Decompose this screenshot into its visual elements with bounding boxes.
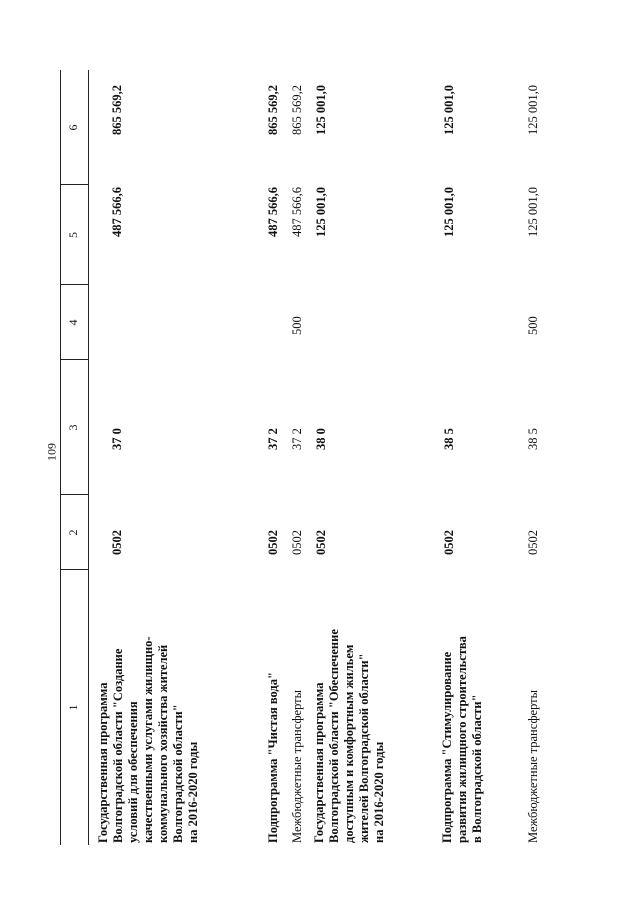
table-row-name: Межбюджетные трансферты — [290, 689, 304, 843]
header-top-line — [60, 70, 61, 845]
page-number-text: 109 — [44, 443, 59, 461]
row-name-line: на 2016-2020 годы — [372, 741, 386, 843]
row-target-code: 37 0 — [110, 428, 124, 450]
row-amount-6: 865 569,2 — [266, 85, 280, 135]
row-amount-6: 865 569,2 — [110, 85, 124, 135]
row-name-line: на 2016-2020 годы — [186, 741, 200, 843]
row-section-code: 0502 — [290, 530, 304, 555]
header-col-6: 6 — [66, 124, 80, 131]
header-col-5: 5 — [66, 232, 80, 238]
row-target-code: 38 5 — [526, 428, 540, 450]
row-amount-6: 865 569,2 — [290, 85, 304, 135]
row-amount-5: 125 001,0 — [442, 187, 456, 237]
row-amount-6: 125 001,0 — [442, 85, 456, 135]
row-expense-type: 500 — [290, 316, 304, 335]
row-amount-6: 125 001,0 — [526, 85, 540, 135]
row-name-line: Подпрограмма "Стимулирование — [440, 651, 454, 843]
table-row-name: Подпрограмма "Чистая вода" — [266, 672, 280, 843]
row-name-line: Государственная программа — [312, 682, 326, 843]
header-col-1: 1 — [66, 704, 80, 711]
row-amount-5: 125 001,0 — [526, 187, 540, 237]
row-amount-5: 487 566,6 — [290, 187, 304, 237]
header-col-2: 2 — [66, 529, 80, 536]
row-section-code: 0502 — [110, 530, 124, 555]
table-row-name — [96, 636, 201, 843]
row-name-line: Государственная программа — [96, 682, 110, 843]
row-expense-type: 500 — [526, 316, 540, 335]
row-target-code: 38 5 — [442, 428, 456, 450]
row-section-code: 0502 — [314, 530, 328, 555]
row-section-code: 0502 — [266, 530, 280, 555]
row-name-line: коммунального хозяйства жителей — [156, 644, 170, 843]
row-name-line: жителей Волгоградской области" — [357, 653, 371, 843]
header-bottom-line — [88, 70, 89, 845]
row-name-line: Волгоградской области" — [171, 704, 185, 843]
row-name-line: условий для обеспечения — [126, 701, 140, 843]
row-target-code: 37 2 — [290, 428, 304, 450]
row-amount-6: 125 001,0 — [314, 85, 328, 135]
row-amount-5: 487 566,6 — [110, 187, 124, 237]
row-name-line: развития жилищного строительства — [455, 636, 469, 843]
row-amount-5: 487 566,6 — [266, 187, 280, 237]
header-col-3: 3 — [66, 424, 80, 431]
row-section-code: 0502 — [526, 530, 540, 555]
row-name-line: Волгоградской области "Обеспечение — [327, 629, 341, 843]
table-row-name: Межбюджетные трансферты — [526, 689, 540, 843]
row-section-code: 0502 — [442, 530, 456, 555]
header-col-4: 4 — [66, 319, 80, 326]
row-name-line: качественными услугами жилищно- — [141, 636, 155, 843]
row-name-line: Волгоградской области "Создание — [111, 648, 125, 843]
table-row-name — [440, 636, 485, 843]
row-name-line: в Волгоградской области" — [470, 694, 484, 843]
row-target-code: 37 2 — [266, 428, 280, 450]
row-amount-5: 125 001,0 — [314, 187, 328, 237]
row-target-code: 38 0 — [314, 428, 328, 450]
table-row-name — [312, 629, 387, 843]
row-name-line: доступным и комфортным жильем — [342, 644, 356, 843]
